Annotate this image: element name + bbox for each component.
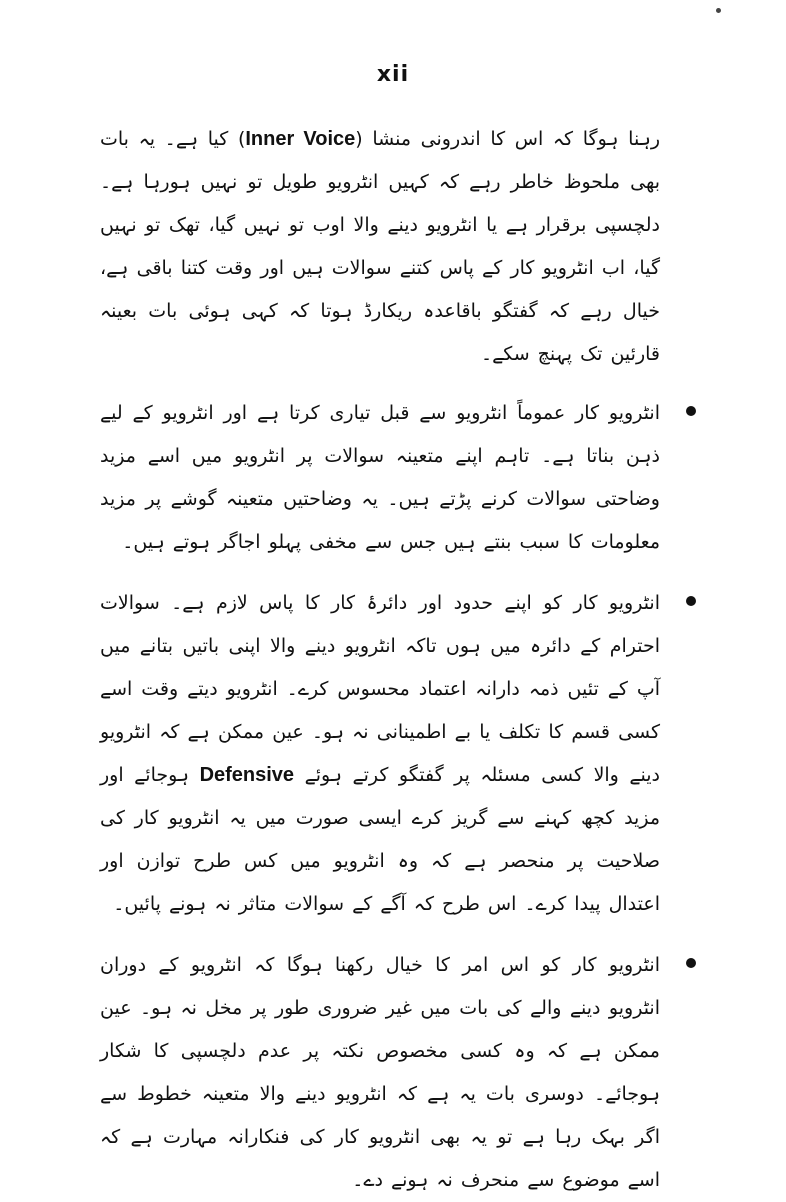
bullet-text-start: انٹرویو کار کو اپنے حدود اور دائرۂ کار کا پاس لازم ہے۔ سوالات احترام کے دائرہ میں ہوں تاکہ انٹرویو دینے والا اپنی باتیں بتانے میں آپ کے تئیں ذمہ دارانہ اعتماد محسوس کرے۔ انٹرویو دیتے وقت اسے کسی قسم کا تکلف یا بے اطمینانی نہ ہو۔ عین ممکن ہے کہ انٹرویو دینے والا کسی مسئلہ پر گفتگو کرتے ہوئے <box>100 592 660 786</box>
bullet-icon <box>686 596 696 606</box>
bullet-item-interruption <box>100 944 660 1202</box>
bullet-item-preparation <box>100 392 660 564</box>
bullet-text: انٹرویو کار عموماً انٹرویو سے قبل تیاری کرتا ہے اور انٹرویو کے لیے ذہن بناتا ہے۔ تاہم اپنے متعینہ سوالات پر انٹرویو میں اسے مزید وضاحتی سوالات کرنے پڑتے ہیں۔ یہ وضاحتیں متعینہ گوشے پر مزید معلومات کا سبب بنتے ہیں جس سے مخفی پہلو اجاگر ہوتے ہیں۔ <box>100 402 660 553</box>
page-number: xii <box>376 62 410 87</box>
inner-voice-term: Inner Voice <box>245 128 356 150</box>
scan-speck <box>716 8 721 13</box>
defensive-term: Defensive <box>199 764 295 786</box>
page-body <box>100 118 660 1202</box>
bullet-text: انٹرویو کار کو اس امر کا خیال رکھنا ہوگا کہ انٹرویو کے دوران انٹرویو دینے والے کی بات میں غیر ضروری طور پر مخل نہ ہو۔ عین ممکن ہے کہ وہ کسی مخصوص نکتہ پر عدم دلچسپی کا شکار ہوجائے۔ دوسری بات یہ ہے کہ انٹرویو دینے والا متعینہ خطوط سے اگر بہک رہا ہے تو یہ بھی انٹرویو کار کی فنکارانہ مہارت ہے کہ اسے موضوع سے منحرف نہ ہونے دے۔ <box>100 954 660 1191</box>
bullet-icon <box>686 406 696 416</box>
bullet-item-boundaries <box>100 582 660 926</box>
bullet-text <box>100 582 660 926</box>
bullet-icon <box>686 958 696 968</box>
intro-paragraph <box>100 118 660 376</box>
intro-text-end: ) کیا ہے۔ یہ بات بھی ملحوظ خاطر رہے کہ کہیں انٹرویو طویل تو نہیں ہورہا ہے۔ دلچسپی برقرار ہے یا انٹرویو دینے والا اوب تو نہیں گیا، تھک تو نہیں گیا، اب انٹرویو کار کے پاس کتنے سوالات ہیں اور وقت کتنا باقی ہے، خیال رہے کہ گفتگو باقاعدہ ریکارڈ ہوتا کہ کہی ہوئی بات بعینہ قارئین تک پہنچ سکے۔ <box>100 128 660 365</box>
intro-text-start: رہنا ہوگا کہ اس کا اندرونی منشا ( <box>355 128 661 150</box>
bullet-text-end: ہوجائے اور مزید کچھ کہنے سے گریز کرے ایسی صورت میں یہ انٹرویو کار کی صلاحیت پر منحصر ہے کہ وہ انٹرویو میں کس طرح توازن اور اعتدال پیدا کرے۔ اس طرح کہ آگے کے سوالات متاثر نہ ہونے پائیں۔ <box>100 764 660 915</box>
